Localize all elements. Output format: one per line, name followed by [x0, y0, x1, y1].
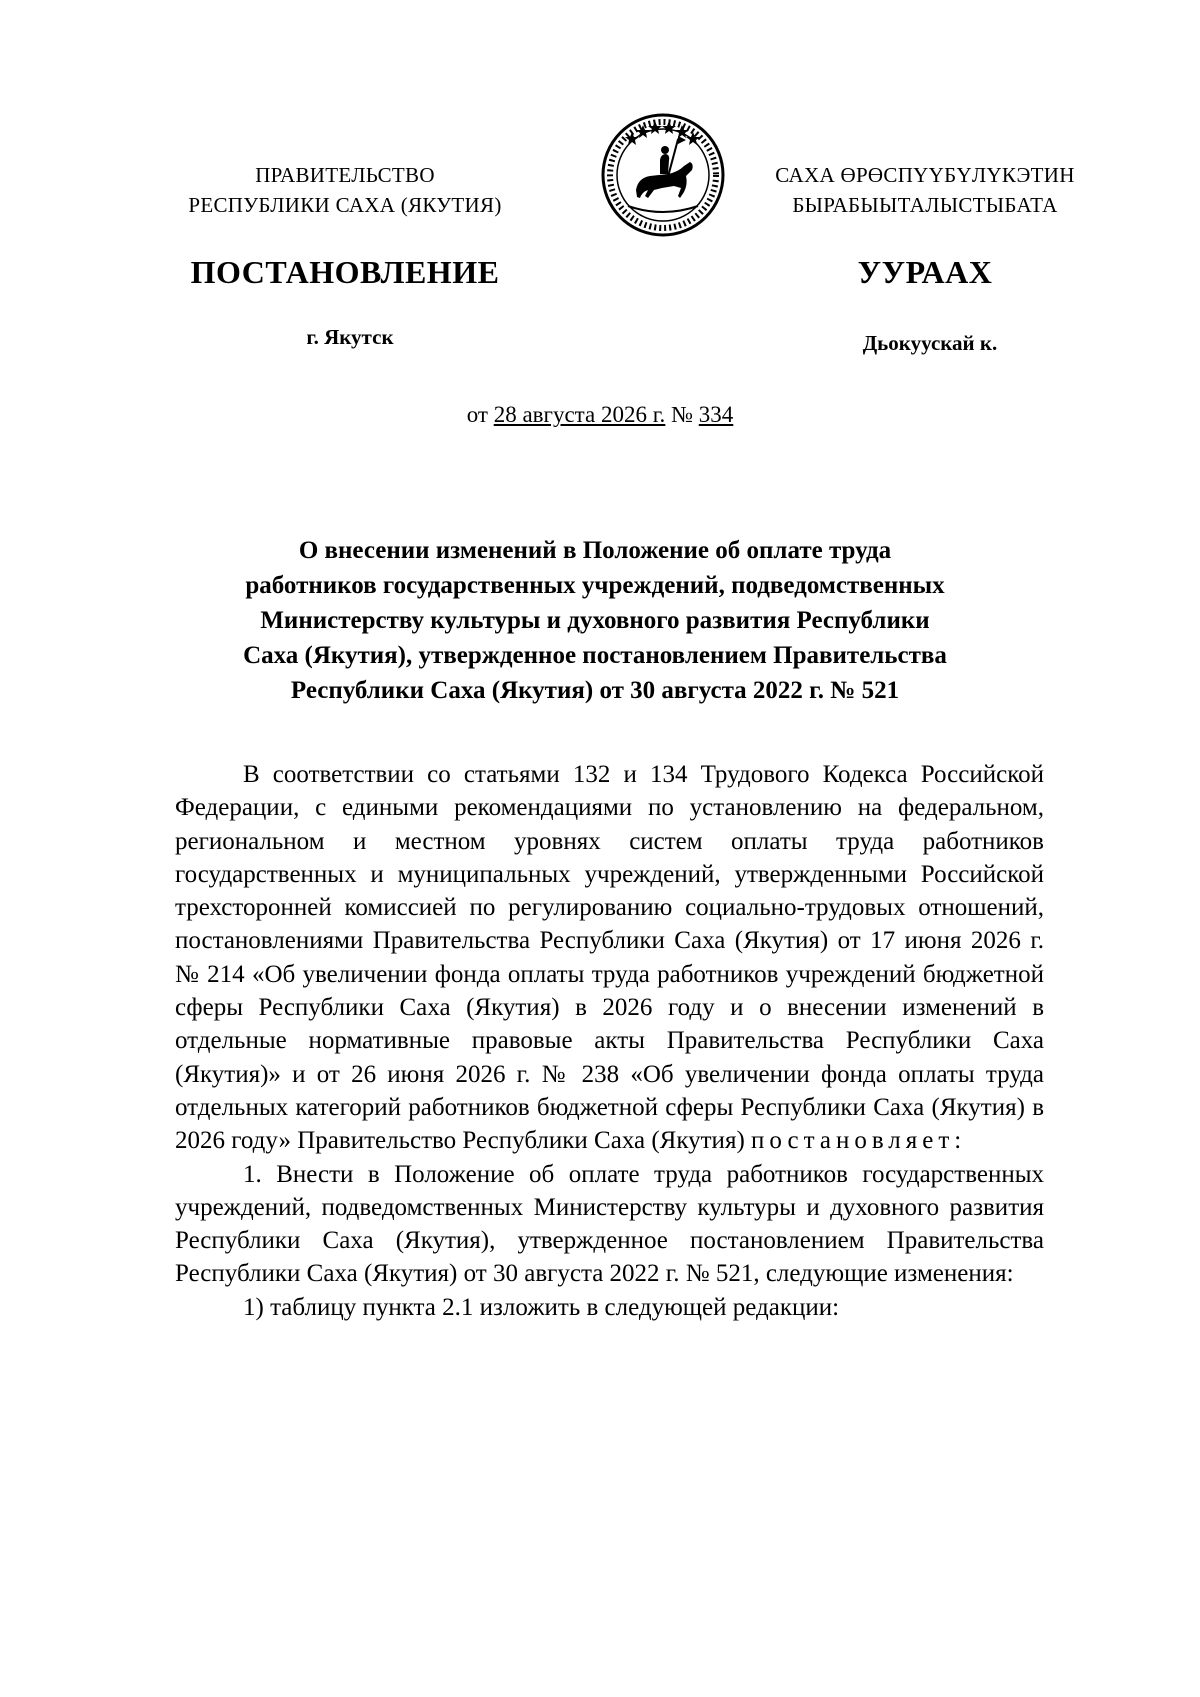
left-org-line1: ПРАВИТЕЛЬСТВО	[255, 163, 435, 187]
date-line	[0, 402, 1200, 428]
number-sign: №	[665, 402, 699, 427]
resolves-word: постановляет	[751, 1127, 955, 1155]
date-prefix: от	[466, 402, 494, 427]
right-org-name	[735, 160, 1115, 220]
right-org-line2: БЫРАБЫЫТАЛЫСТЫБАТА	[792, 193, 1058, 217]
left-org-name	[160, 160, 530, 220]
right-doc-type: УУРААХ	[857, 254, 993, 290]
document-number: 334	[698, 402, 734, 427]
document-date: 28 августа 2026 г.	[493, 402, 666, 427]
title-line-1: О внесении изменений в Положение об оплате труда	[298, 537, 892, 564]
preamble-text: В соответствии со статьями 132 и 134 Трудового Кодекса Российской Федерации, с едиными рекомендациями по установлению на федеральном, региональном и местном уровнях систем оплаты труда работников государственных и муниципальных учреждений, утвержденными Российской трехсторонней комиссией по регулированию социально-трудовых отношений, постановлениями Правительства Республики Саха (Якутия) от 17 июня 2026 г. № 214 «Об увеличении фонда оплаты труда работников учреждений бюджетной сферы Республики Саха (Якутия) в 2026 году и о внесении изменений в отдельные нормативные правовые акты Правительства Республики Саха (Якутия)» и от 26 июня 2026 г. № 238 «Об увеличении фонда оплаты труда отдельных категорий работников бюджетной сферы Республики Саха (Якутия) в 2026 году» Правительство Республики Саха (Якутия)	[175, 761, 1044, 1155]
right-org-line1: САХА ӨРӨСПYYБYЛYКЭТИН	[775, 163, 1075, 187]
item-1-paragraph: 1. Внести в Положение об оплате труда работников государственных учреждений, подведомственных Министерству культуры и духовного развития Республики Саха (Якутия), утвержденное постановлением Правительства Республики Саха (Якутия) от 30 августа 2022 г. № 521, следующие изменения:	[175, 1160, 1044, 1288]
title-line-5: Республики Саха (Якутия) от 30 августа 2022 г. № 521	[290, 677, 900, 704]
left-doc-type: ПОСТАНОВЛЕНИЕ	[190, 254, 500, 290]
item-1-subitem-1: 1) таблицу пункта 2.1 изложить в следующей редакции:	[243, 1293, 840, 1321]
right-city: Дьокуускай к.	[862, 331, 998, 355]
title-line-2: работников государственных учреждений, подведомственных	[245, 572, 945, 599]
resolves-colon: :	[954, 1127, 962, 1155]
title-line-3: Министерству культуры и духовного развития Республики	[260, 607, 930, 634]
document-title	[160, 533, 1030, 708]
title-line-4: Саха (Якутия), утвержденное постановлением Правительства	[243, 642, 947, 669]
document-body	[175, 758, 1044, 1324]
preamble-paragraph	[175, 758, 1044, 1158]
republic-sakha-coat-of-arms-icon	[598, 110, 728, 240]
left-org-line2: РЕСПУБЛИКИ САХА (ЯКУТИЯ)	[188, 193, 502, 217]
left-city: г. Якутск	[306, 325, 394, 349]
